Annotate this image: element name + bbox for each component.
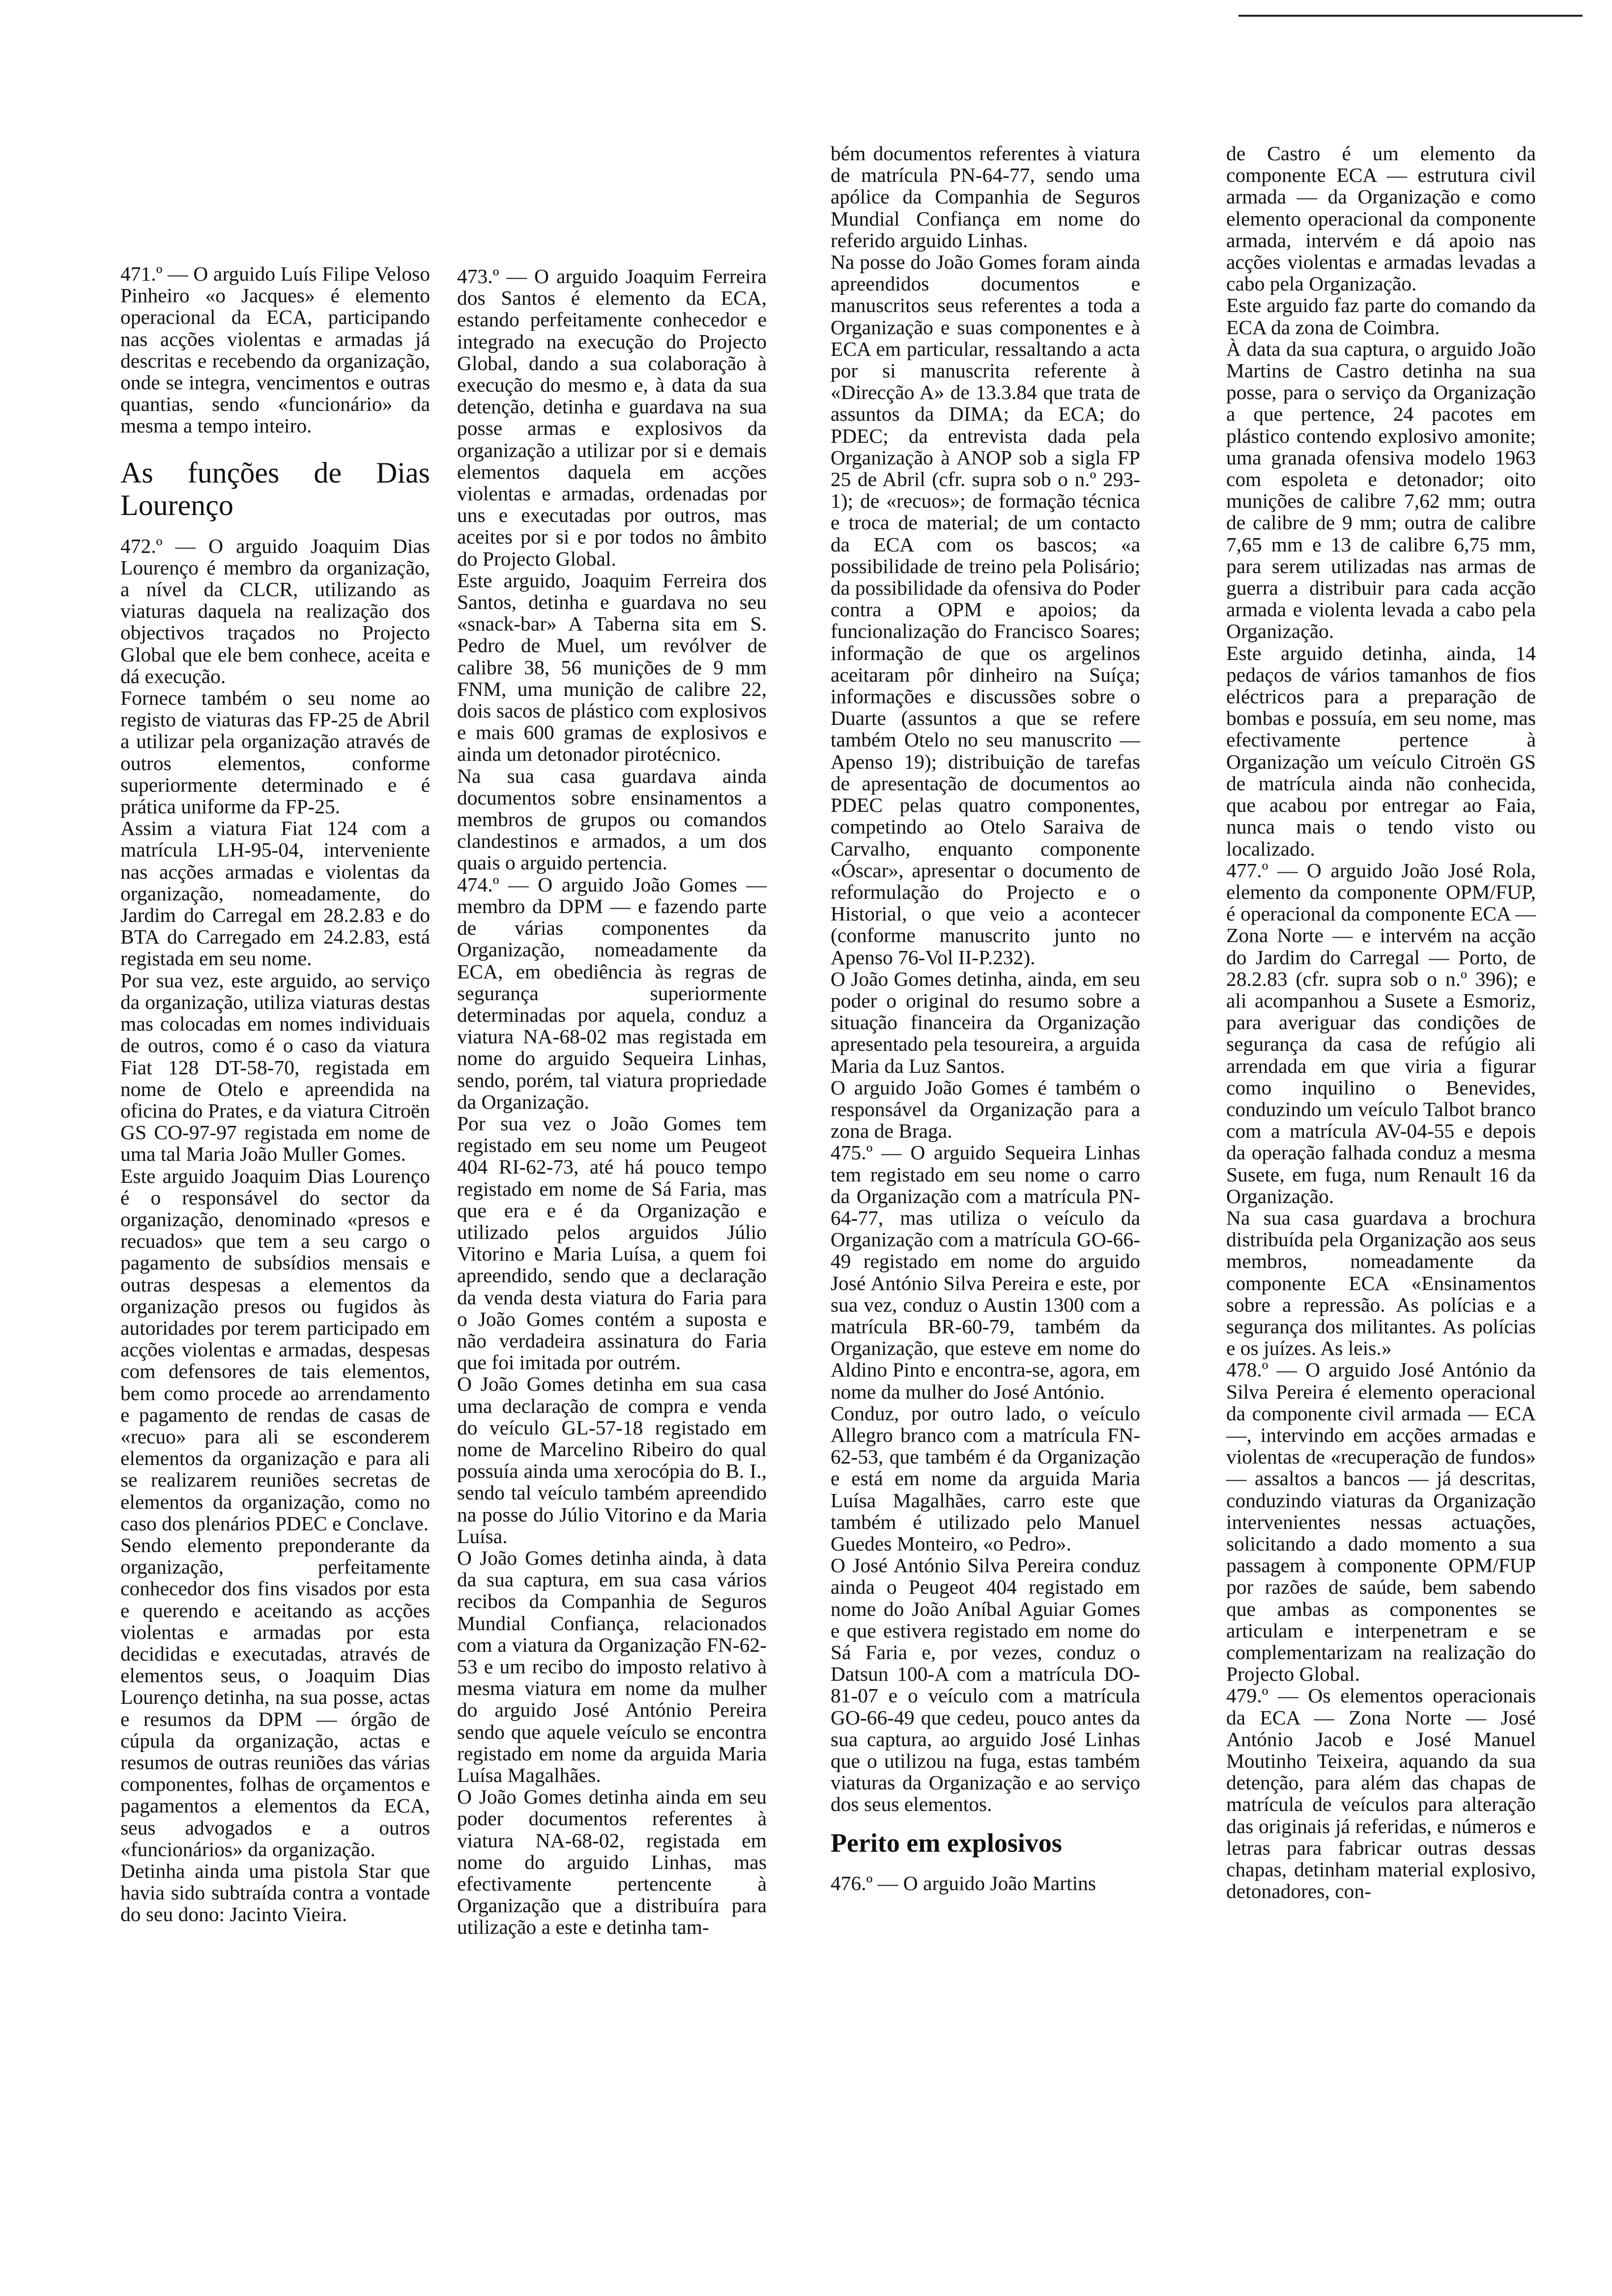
article-paragraph: 472.º — O arguido Joaquim Dias Lourenço é membro da organização, a nível da CLCR, utilizando as viaturas daquela na realização dos objectivos traçados no Projecto Global que ele bem conhece, aceita e dá execução.: [120, 534, 430, 688]
article-paragraph: Este arguido detinha, ainda, 14 pedaços de vários tamanhos de fios eléctricos para a preparação de bombas e possuía, em seu nome, mas efectivamente pertence à Organização um veículo Citroën GS de matrícula ainda não conhecida, que acabou por entregar ao Faia, nunca mais o tendo visto ou localizado.: [1226, 641, 1536, 860]
article-paragraph: Fornece também o seu nome ao registo de viaturas das FP-25 de Abril a utilizar pela organização através de outros elementos, conforme superiormente determinado e é prática uniforme da FP-25.: [120, 687, 430, 818]
article-paragraph: 476.º — O arguido João Martins: [831, 1871, 1096, 1894]
article-paragraph: Na sua casa guardava ainda documentos sobre ensinamentos a membros de grupos ou comandos clandestinos e armados, a um dos quais o arguido pertencia.: [457, 764, 767, 874]
article-paragraph: O arguido João Gomes é também o responsável da Organização para a zona de Braga.: [831, 1076, 1140, 1143]
article-paragraph: À data da sua captura, o arguido João Martins de Castro detinha na sua posse, para o serviço da Organização a que pertence, 24 pacotes em plástico contendo explosivo amonite; uma granada ofensiva modelo 1963 com espoleta e detonador; oito munições de calibre 7,62 mm; outra de calibre de 9 mm; outra de calibre 7,65 mm e 13 de calibre 6,75 mm, para serem utilizadas nas armas de guerra a distribuir para cada acção armada e violenta levada a cabo pela Organização.: [1226, 337, 1536, 643]
article-paragraph: Na sua casa guardava a brochura distribuída pela Organização aos seus membros, nomeadamente da componente ECA «Ensinamentos sobre a repressão. As polícias e a segurança dos militantes. As polícias e os juízes. As leis.»: [1226, 1206, 1536, 1360]
article-paragraph: 477.º — O arguido João José Rola, elemento da componente OPM/FUP, é operacional da componente ECA — Zona Norte — e intervém na acção do Jardim do Carregal — Porto, de 28.2.83 (cfr. supra sob o n.º 396); e ali acompanhou a Susete a Esmoriz, para averiguar das condições de segurança da casa de refúgio ali arrendada em que viria a figurar como inquilino o Benevides, conduzindo um veículo Talbot branco com a matrícula AV-04-55 e depois da operação falhada conduz a mesma Susete, em fuga, num Renault 16 da Organização.: [1226, 859, 1536, 1207]
article-paragraph: O João Gomes detinha ainda, à data da sua captura, em sua casa vários recibos da Companhia de Seguros Mundial Confiança, relacionados com a viatura da Organização FN-62-53 e um recibo do imposto relativo à mesma viatura em nome da mulher do arguido José António Pereira sendo que aquele veículo se encontra registado em nome da arguida Maria Luísa Magalhães.: [457, 1546, 767, 1787]
article-paragraph: 478.º — O arguido José António da Silva Pereira é elemento operacional da componente civil armada — ECA —, intervindo em acções armadas e violentas de «recuperação de fundos» — assaltos a bancos — já descritas, conduzindo viaturas da Organização intervenientes nessas actuações, solicitando a dado momento a sua passagem à componente OPM/FUP por razões de saúde, bem sabendo que ambas as componentes se articulam e interpenetram e se complementarizam na realização do Projecto Global.: [1226, 1358, 1536, 1686]
article-paragraph: O João Gomes detinha em sua casa uma declaração de compra e venda do veículo GL-57-18 registado em nome de Marcelino Ribeiro do qual possuía ainda uma xerocópia do B. I., sendo tal veículo também apreendido na posse do Júlio Vitorino e da Maria Luísa.: [457, 1373, 767, 1548]
article-paragraph: Este arguido faz parte do comando da ECA da zona de Coimbra.: [1226, 294, 1536, 339]
article-paragraph: 474.º — O arguido João Gomes — membro da DPM — e fazendo parte de várias componentes da Organização, nomeadamente da ECA, em obediência às regras de segurança superiormente determinadas por aquela, conduz a viatura NA-68-02 mas registada em nome do arguido Sequeira Linhas, sendo, porém, tal viatura propriedade da Organização.: [457, 873, 767, 1113]
article-paragraph: O João Gomes detinha, ainda, em seu poder o original do resumo sobre a situação financeira da Organização apresentado pela tesoureira, a arguida Maria da Luz Santos.: [831, 967, 1140, 1077]
article-paragraph: Na posse do João Gomes foram ainda apreendidos documentos e manuscritos seus referentes a toda a Organização e suas componentes e à ECA em particular, ressaltando a acta por si manuscrita referente à «Direcção A» de 13.3.84 que trata de assuntos da DIMA; da ECA; do PDEC; da entrevista dada pela Organização à ANOP sob a sigla FP 25 de Abril (cfr. supra sob o n.º 293-1); de «recuos»; de formação técnica e troca de material; de um contacto da ECA com os bascos; «a possibilidade de treino pela Polisário; da possibilidade da ofensiva do Poder contra a OPM e apoios; da funcionalização do Francisco Soares; informação de que os argelinos aceitaram pôr dinheiro na Suíça; informações e discussões sobre o Duarte (assuntos a que se refere também Otelo no seu manuscrito — Apenso 19); distribuição de tarefas de apresentação de documentos ao PDEC pelas quatro componentes, competindo ao Otelo Saraiva de Carvalho, enquanto componente «Óscar», apresentar o documento de reformulação do Projecto e o Historial, o que veio a acontecer (conforme manuscrito junto no Apenso 76-Vol II-P.232).: [831, 251, 1140, 969]
article-paragraph: bém documentos referentes à viatura de matrícula PN-64-77, sendo uma apólice da Companhia de Seguros Mundial Confiança em nome do referido arguido Linhas.: [831, 142, 1140, 252]
article-paragraph: Sendo elemento preponderante da organização, perfeitamente conhecedor dos fins visados por esta e querendo e aceitando as acções violentas e armadas por esta decididas e executadas, através de elementos seus, o Joaquim Dias Lourenço detinha, na sua posse, actas e resumos da DPM — órgão de cúpula da organização, actas e resumos de outras reuniões das várias componentes, folhas de orçamentos e pagamentos a elementos da ECA, seus advogados e a outros «funcionários» da organização.: [120, 1533, 430, 1861]
section-heading: As funções de Dias Lourenço: [120, 456, 430, 521]
article-paragraph: Este arguido, Joaquim Ferreira dos Santos, detinha e guardava no seu «snack-bar» A Taberna sita em S. Pedro de Muel, um revólver de calibre 38, 56 munições de 9 mm FNM, uma munição de calibre 22, dois sacos de plástico com explosivos e mais 600 gramas de explosivos e ainda um detonador pirotécnico.: [457, 569, 767, 766]
article-paragraph: Conduz, por outro lado, o veículo Allegro branco com a matrícula FN-62-53, que também é da Organização e está em nome da arguida Maria Luísa Magalhães, carro este que também é utilizado pelo Manuel Guedes Monteiro, «o Pedro».: [831, 1402, 1140, 1555]
article-paragraph: Este arguido Joaquim Dias Lourenço é o responsável do sector da organização, denominado «presos e recuados» que tem a seu cargo o pagamento de subsídios mensais e outras despesas a elementos da organização presos ou fugidos às autoridades por terem participado em acções violentas e armadas, despesas com defensores de tais elementos, bem como procede ao arrendamento e pagamento de rendas de casas de «recuo» para ali se esconderem elementos da organização e para ali se realizarem reuniões secretas de elementos da organização, como no caso dos plenários PDEC e Conclave.: [120, 1164, 430, 1535]
article-column-4: [1226, 143, 1536, 1902]
article-paragraph: 471.º — O arguido Luís Filipe Veloso Pinheiro «o Jacques» é elemento operacional da ECA, participando nas acções violentas e armadas já descritas e recebendo da organização, onde se integra, vencimentos e outras quantias, sendo «funcionário» da mesma a tempo inteiro.: [120, 262, 430, 437]
article-paragraph: Por sua vez, este arguido, ao serviço da organização, utiliza viaturas destas mas colocadas em nomes individuais de outros, como é o caso da viatura Fiat 128 DT-58-70, registada em nome de Otelo e apreendida na oficina do Prates, e da viatura Citroën GS CO-97-97 registada em nome de uma tal Maria João Muller Gomes.: [120, 969, 430, 1166]
top-rule: [1238, 15, 1583, 17]
article-paragraph: O João Gomes detinha ainda em seu poder documentos referentes à viatura NA-68-02, registada em nome do arguido Linhas, mas efectivamente pertencente à Organização que a distribuíra para utilização a este e detinha tam-: [457, 1785, 767, 1939]
article-paragraph: 475.º — O arguido Sequeira Linhas tem registado em seu nome o carro da Organização com a matrícula PN-64-77, mas utiliza o veículo da Organização com a matrícula GO-66-49 registado em nome do arguido José António Silva Pereira e este, por sua vez, conduz o Austin 1300 com a matrícula BR-60-79, também da Organização, que esteve em nome do Aldino Pinto e encontra-se, agora, em nome da mulher do José António.: [831, 1141, 1140, 1403]
article-paragraph: Assim a viatura Fiat 124 com a matrícula LH-95-04, interveniente nas acções armadas e violentas da organização, nomeadamente, do Jardim do Carregal em 28.2.83 e do BTA do Carregado em 24.2.83, está registada em seu nome.: [120, 817, 430, 970]
article-column-2: [457, 265, 767, 1938]
article-column-3: [831, 143, 1140, 1894]
article-paragraph: Detinha ainda uma pistola Star que havia sido subtraída contra a vontade do seu dono: Jacinto Vieira.: [120, 1860, 430, 1926]
section-heading: Perito em explosivos: [831, 1828, 1062, 1858]
article-column-1: [120, 263, 430, 1925]
article-paragraph: de Castro é um elemento da componente ECA — estrutura civil armada — da Organização e como elemento operacional da componente armada, intervém e dá apoio nas acções violentas e armadas levadas a cabo pela Organização.: [1226, 142, 1536, 295]
article-paragraph: Por sua vez o João Gomes tem registado em seu nome um Peugeot 404 RI-62-73, até há pouco tempo registado em nome de Sá Faria, mas que era e é da Organização e utilizado pelos arguidos Júlio Vitorino e Maria Luísa, a quem foi apreendido, sendo que a declaração da venda desta viatura do Faria para o João Gomes contém a suposta e não verdadeira assinatura do Faria que foi imitada por outrém.: [457, 1112, 767, 1374]
article-paragraph: 479.º — Os elementos operacionais da ECA — Zona Norte — José António Jacob e José Manuel Moutinho Teixeira, aquando da sua detenção, para além das chapas de matrícula de veículos para alteração das originais já referidas, e números e letras para fabricar outras dessas chapas, detinham material explosivo, detonadores, con-: [1226, 1684, 1536, 1903]
article-paragraph: 473.º — O arguido Joaquim Ferreira dos Santos é elemento da ECA, estando perfeitamente conhecedor e integrado na execução do Projecto Global, dando a sua colaboração à execução do mesmo e, à data da sua detenção, detinha e guardava na sua posse armas e explosivos da organização a utilizar por si e demais elementos daquela em acções violentas e armadas, ordenadas por uns e executadas por outros, mas aceites por si e por todos no âmbito do Projecto Global.: [457, 265, 767, 570]
article-paragraph: O José António Silva Pereira conduz ainda o Peugeot 404 registado em nome do João Aníbal Aguiar Gomes e que estivera registado em nome do Sá Faria e, por vezes, conduz o Datsun 100-A com a matrícula DO-81-07 e o veículo com a matrícula GO-66-49 que cedeu, pouco antes da sua captura, ao arguido José Linhas que o utilizou na fuga, estas também viaturas da Organização e ao serviço dos seus elementos.: [831, 1554, 1140, 1816]
